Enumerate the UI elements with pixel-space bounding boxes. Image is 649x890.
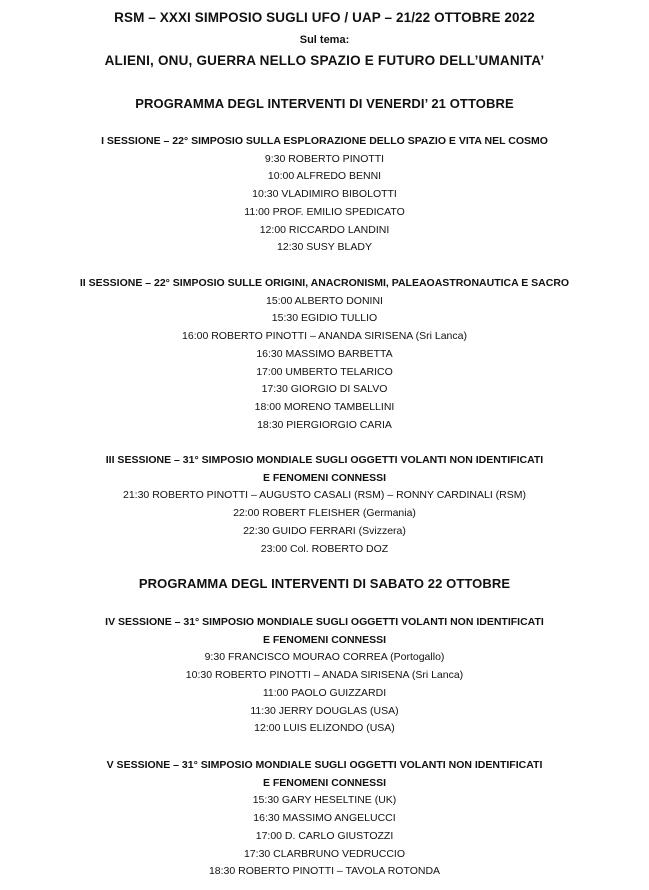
talk-item: 23:00 Col. ROBERTO DOZ — [260, 542, 389, 555]
session-title-line: E FENOMENI CONNESSI — [262, 776, 387, 789]
talk-item: 10:00 ALFREDO BENNI — [267, 170, 382, 183]
session-2 — [0, 275, 649, 434]
talk-item: 15:30 GARY HESELTINE (UK) — [252, 794, 397, 807]
session-title-line: III SESSIONE – 31° SIMPOSIO MONDIALE SUGLI OGGETTI VOLANTI NON IDENTIFICATI — [105, 454, 544, 466]
session-title — [45, 614, 605, 649]
document-title: RSM – XXXI SIMPOSIO SUGLI UFO / UAP – 21/22 OTTOBRE 2022 — [114, 10, 535, 25]
talk-item: 9:30 FRANCISCO MOURAO CORREA (Portogallo) — [204, 651, 445, 664]
talk-item: 22:30 GUIDO FERRARI (Svizzera) — [243, 524, 406, 537]
session-title — [45, 133, 605, 151]
session-title — [45, 275, 605, 293]
session-title-line: V SESSIONE – 31° SIMPOSIO MONDIALE SUGLI OGGETTI VOLANTI NON IDENTIFICATI — [106, 759, 543, 771]
talk-item: 22:00 ROBERT FLEISHER (Germania) — [233, 507, 416, 520]
talk-item: 17:00 D. CARLO GIUSTOZZI — [255, 829, 394, 842]
talk-item: 17:30 GIORGIO DI SALVO — [261, 383, 388, 396]
talk-item: 18:30 PIERGIORGIO CARIA — [257, 418, 392, 431]
talk-item: 9:30 ROBERTO PINOTTI — [264, 152, 385, 165]
session-1 — [0, 133, 649, 257]
session-title — [45, 757, 605, 792]
session-5 — [0, 757, 649, 881]
talk-item: 16:30 MASSIMO ANGELUCCI — [253, 812, 396, 825]
day-heading-friday: PROGRAMMA DEGL INTERVENTI DI VENERDI’ 21 OTTOBRE — [135, 96, 514, 111]
session-title — [45, 452, 605, 487]
talk-item: 16:30 MASSIMO BARBETTA — [256, 347, 393, 360]
talk-item: 15:00 ALBERTO DONINI — [266, 294, 383, 307]
talk-item: 18:00 MORENO TAMBELLINI — [254, 400, 395, 413]
talk-item: 21:30 ROBERTO PINOTTI – AUGUSTO CASALI (RSM) – RONNY CARDINALI (RSM) — [123, 489, 526, 502]
talk-item: 18:30 ROBERTO PINOTTI – TAVOLA ROTONDA — [208, 865, 441, 878]
session-3 — [0, 452, 649, 558]
talk-item: 17:30 CLARBRUNO VEDRUCCIO — [243, 847, 406, 860]
document-subtitle: Sul tema: — [299, 34, 350, 46]
talk-item: 17:00 UMBERTO TELARICO — [256, 365, 393, 378]
talk-item: 11:00 PAOLO GUIZZARDI — [262, 686, 387, 699]
session-title-line: IV SESSIONE – 31° SIMPOSIO MONDIALE SUGLI OGGETTI VOLANTI NON IDENTIFICATI — [105, 616, 544, 628]
session-title-line: E FENOMENI CONNESSI — [262, 471, 387, 484]
session-title-line: E FENOMENI CONNESSI — [262, 633, 387, 646]
document-theme: ALIENI, ONU, GUERRA NELLO SPAZIO E FUTURO DELL’UMANITA’ — [104, 53, 545, 68]
session-title-line: I SESSIONE – 22° SIMPOSIO SULLA ESPLORAZIONE DELLO SPAZIO E VITA NEL COSMO — [101, 135, 548, 147]
talk-item: 11:00 PROF. EMILIO SPEDICATO — [244, 205, 405, 218]
talk-item: 15:30 EGIDIO TULLIO — [271, 312, 378, 325]
talk-item: 12:00 RICCARDO LANDINI — [259, 223, 390, 236]
session-title-line: II SESSIONE – 22° SIMPOSIO SULLE ORIGINI, ANACRONISMI, PALEAOASTRONAUTICA E SACRO — [79, 277, 570, 289]
talk-item: 10:30 ROBERTO PINOTTI – ANADA SIRISENA (Sri Lanca) — [185, 669, 464, 682]
talk-item: 16:00 ROBERTO PINOTTI – ANANDA SIRISENA (Sri Lanca) — [182, 330, 467, 343]
talk-item: 12:30 SUSY BLADY — [277, 241, 372, 254]
talk-item: 11:30 JERRY DOUGLAS (USA) — [250, 704, 399, 717]
talk-item: 10:30 VLADIMIRO BIBOLOTTI — [252, 188, 397, 201]
day-heading-saturday: PROGRAMMA DEGL INTERVENTI DI SABATO 22 OTTOBRE — [138, 576, 511, 591]
session-4 — [0, 614, 649, 738]
talk-item: 12:00 LUIS ELIZONDO (USA) — [254, 722, 395, 735]
